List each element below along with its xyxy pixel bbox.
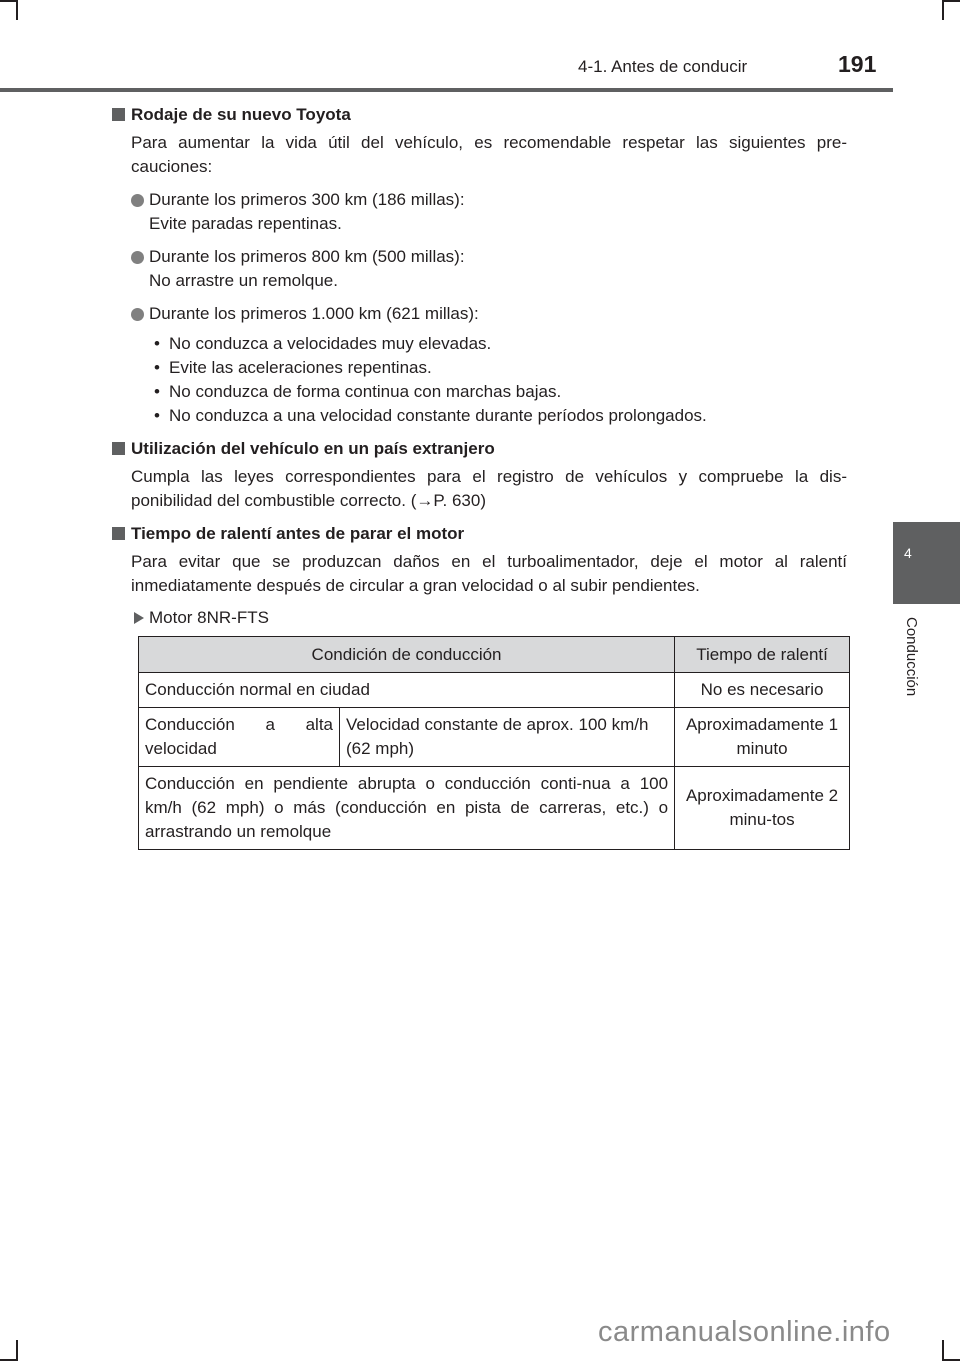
sub-list-item: • No conduzca a velocidades muy elevadas.: [154, 334, 492, 353]
page-number: 191: [838, 51, 877, 77]
square-bullet-icon: [112, 108, 125, 121]
paragraph: Cumpla las leyes correspondientes para el registro de vehículos y compruebe la dis-ponibilidad del combustible correcto. (→P. 630): [131, 467, 847, 510]
column-header: Condición de conducción: [139, 637, 675, 673]
crop-mark: [942, 0, 960, 2]
idle-time-table: [138, 636, 850, 850]
chapter-tab: [893, 522, 960, 604]
column-header: Tiempo de ralentí: [675, 637, 850, 673]
header-divider: [0, 88, 893, 92]
list-item: Durante los primeros 300 km (186 millas): Evite paradas repentinas.: [112, 188, 847, 236]
list-item: Durante los primeros 800 km (500 millas): No arrastre un remolque.: [112, 245, 847, 293]
table-row: [139, 673, 850, 708]
square-bullet-icon: [112, 442, 125, 455]
table-cell: Conducción en pendiente abrupta o conducción conti-nua a 100 km/h (62 mph) o más (conducción en pista de carreras, etc.) o arrastrando un remolque: [139, 767, 675, 850]
circle-bullet-icon: [131, 251, 144, 264]
page-content: [112, 103, 847, 630]
sub-list-item: • No conduzca de forma continua con marchas bajas.: [154, 382, 562, 401]
crop-mark: [942, 0, 944, 20]
paragraph: Para aumentar la vida útil del vehículo, es recomendable respetar las siguientes pre-cauciones:: [131, 133, 847, 176]
table-cell: Conducción normal en ciudad: [139, 673, 675, 708]
paragraph: Para evitar que se produzcan daños en el turboalimentador, deje el motor al ralentí inmediatamente después de circular a gran velocidad o al subir pendientes.: [131, 552, 847, 595]
table-cell: Aproximadamente 1 minuto: [675, 708, 850, 767]
section-heading: Rodaje de su nuevo Toyota: [112, 103, 847, 127]
section-heading: Utilización del vehículo en un país extranjero: [112, 437, 847, 461]
table-header-row: [139, 637, 850, 673]
chapter-number: 4: [904, 545, 912, 561]
circle-bullet-icon: [131, 194, 144, 207]
crop-mark: [16, 0, 18, 20]
table-row: [139, 767, 850, 850]
chapter-label: Conducción: [903, 617, 920, 697]
table-row: [139, 708, 850, 767]
triangle-right-icon: [134, 612, 144, 624]
table-cell: Velocidad constante de aprox. 100 km/h (62 mph): [340, 708, 675, 767]
circle-bullet-icon: [131, 308, 144, 321]
table-cell: No es necesario: [675, 673, 850, 708]
sub-list-item: • No conduzca a una velocidad constante durante períodos prolongados.: [154, 406, 707, 425]
section-heading: Tiempo de ralentí antes de parar el motor: [112, 522, 847, 546]
table-cell: Conducción a alta velocidad: [139, 708, 340, 767]
square-bullet-icon: [112, 527, 125, 540]
watermark: carmanualsonline.info: [598, 1316, 891, 1348]
sub-list: [112, 332, 847, 428]
sub-list-item: • Evite las aceleraciones repentinas.: [154, 358, 432, 377]
crop-mark: [942, 1340, 944, 1360]
crop-mark: [16, 1340, 18, 1360]
section-title: 4-1. Antes de conducir: [578, 57, 748, 76]
engine-label: Motor 8NR-FTS: [112, 606, 847, 630]
table-cell: Aproximadamente 2 minu-tos: [675, 767, 850, 850]
list-item: Durante los primeros 1.000 km (621 millas):: [112, 302, 847, 326]
